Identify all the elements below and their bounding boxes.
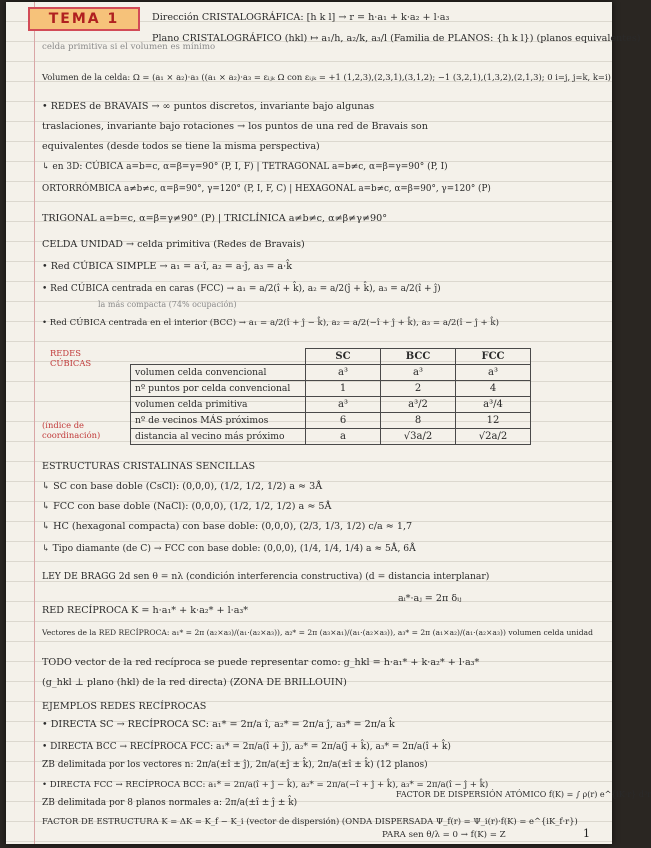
table-cell: a³ bbox=[306, 365, 381, 381]
note-line: ZB delimitada por 8 planos normales a: 2π/a(±î ± ĵ ± k̂) bbox=[42, 798, 298, 808]
row-label: volumen celda primitiva bbox=[131, 397, 306, 413]
note-line: • Red CÚBICA centrada en el interior (BCC) → a₁ = a/2(î + ĵ − k̂), a₂ = a/2(−î + ĵ + k̂), a₃ = a/2(î − ĵ + k̂) bbox=[42, 318, 499, 328]
table-row bbox=[131, 365, 531, 381]
table-row bbox=[131, 413, 531, 429]
note-line: ZB delimitada por los vectores n: 2π/a(±î ± ĵ), 2π/a(±ĵ ± k̂), 2π/a(±î ± k̂) (12 planos) bbox=[42, 760, 428, 770]
note-line: ESTRUCTURAS CRISTALINAS SENCILLAS bbox=[42, 461, 256, 472]
note-line: aᵢ*·aⱼ = 2π δᵢⱼ bbox=[398, 593, 462, 604]
note-line: la más compacta (74% ocupación) bbox=[98, 300, 237, 309]
note-line: • REDES de BRAVAIS → ∞ puntos discretos, invariante bajo algunas bbox=[42, 101, 375, 112]
note-line: ↳ en 3D: CÚBICA a=b=c, α=β=γ=90° (P, I, F) | TETRAGONAL a=b≠c, α=β=γ=90° (P, I) bbox=[42, 162, 448, 172]
table-row bbox=[131, 381, 531, 397]
note-line: Plano CRISTALOGRÁFICO (hkl) ↦ a₁/h, a₂/k, a₃/l (Familia de PLANOS: {h k l}) (planos equivalentes) bbox=[152, 33, 641, 44]
note-line: ORTORRÓMBICA a≠b≠c, α=β=90°, γ=120° (P, I, F, C) | HEXAGONAL a=b≠c, α=β=90°, γ=120° (P) bbox=[42, 184, 491, 194]
table-cell: a³/4 bbox=[456, 397, 531, 413]
note-line: (g_hkl ⊥ plano (hkl) de la red directa) (ZONA DE BRILLOUIN) bbox=[42, 677, 347, 688]
table-row bbox=[131, 397, 531, 413]
note-line: PARA sen θ/λ = 0 → f(K) = Z bbox=[382, 830, 506, 840]
table-cell: a³ bbox=[306, 397, 381, 413]
table-row bbox=[131, 429, 531, 445]
note-line: TODO vector de la red recíproca se puede representar como: g_hkl = h·a₁* + k·a₂* + l·a₃* bbox=[42, 657, 480, 668]
note-line: Dirección CRISTALOGRÁFICA: [h k l] → r = h·a₁ + k·a₂ + l·a₃ bbox=[152, 12, 450, 23]
note-line: LEY DE BRAGG 2d sen θ = nλ (condición interferencia constructiva) (d = distancia interplanar) bbox=[42, 571, 490, 582]
table-cell: a bbox=[306, 429, 381, 445]
note-line: RED RECÍPROCA K = h·a₁* + k·a₂* + l·a₃* bbox=[42, 605, 249, 616]
table-side-label: REDES CÚBICAS bbox=[50, 348, 92, 368]
notebook-page bbox=[6, 2, 651, 844]
table-cell: a³ bbox=[456, 365, 531, 381]
table-cell: 4 bbox=[456, 381, 531, 397]
note-line: celda primitiva si el volumen es mínimo bbox=[42, 42, 216, 52]
note-line: ↳ SC con base doble (CsCl): (0,0,0), (1/2, 1/2, 1/2) a ≈ 3Å bbox=[42, 481, 323, 492]
table-cell: 1 bbox=[306, 381, 381, 397]
table-header: BCC bbox=[381, 349, 456, 365]
table-cell: 2 bbox=[381, 381, 456, 397]
table-row bbox=[131, 349, 531, 365]
margin-line bbox=[34, 2, 35, 844]
table-cell: √3a/2 bbox=[381, 429, 456, 445]
table-cell: a³/2 bbox=[381, 397, 456, 413]
row-label: volumen celda convencional bbox=[131, 365, 306, 381]
table-header: FCC bbox=[456, 349, 531, 365]
table-cell: √2a/2 bbox=[456, 429, 531, 445]
note-line: FACTOR DE DISPERSIÓN ATÓMICO f(K) = ∫ ρ(r) e^{iK·r} d³r bbox=[396, 790, 651, 799]
table-cell: 8 bbox=[381, 413, 456, 429]
note-line: ↳ FCC con base doble (NaCl): (0,0,0), (1/2, 1/2, 1/2) a ≈ 5Å bbox=[42, 501, 332, 512]
table-cell: 6 bbox=[306, 413, 381, 429]
row-label: nº de vecinos MÁS próximos bbox=[131, 413, 306, 429]
page-number: 1 bbox=[583, 827, 590, 840]
table-header: SC bbox=[306, 349, 381, 365]
note-line: EJEMPLOS REDES RECÍPROCAS bbox=[42, 701, 207, 712]
cubic-lattice-table bbox=[130, 348, 531, 445]
note-line: ↳ Tipo diamante (de C) → FCC con base doble: (0,0,0), (1/4, 1/4, 1/4) a ≈ 5Å, 6Å bbox=[42, 543, 416, 554]
note-line: • DIRECTA BCC → RECÍPROCA FCC: a₁* = 2π/a(î + ĵ), a₂* = 2π/a(ĵ + k̂), a₃* = 2π/a(î + k̂) bbox=[42, 742, 451, 752]
table-cell: a³ bbox=[381, 365, 456, 381]
row-label: nº puntos por celda convencional bbox=[131, 381, 306, 397]
note-line: ↳ HC (hexagonal compacta) con base doble: (0,0,0), (2/3, 1/3, 1/2) c/a ≈ 1,7 bbox=[42, 521, 413, 532]
note-line: traslaciones, invariante bajo rotaciones → los puntos de una red de Bravais son bbox=[42, 121, 428, 132]
note-line: • Red CÚBICA centrada en caras (FCC) → a₁ = a/2(î + k̂), a₂ = a/2(ĵ + k̂), a₃ = a/2(î + ĵ) bbox=[42, 284, 441, 294]
note-line: FACTOR DE ESTRUCTURA K = ΔK = K_f − K_i (vector de dispersión) (ONDA DISPERSADA Ψ_f(r) = Ψ_i(r)·f(K) = e^{iK_f·r}) bbox=[42, 816, 578, 826]
row-label: distancia al vecino más próximo bbox=[131, 429, 306, 445]
note-line: Volumen de la celda: Ω = (a₁ × a₂)·a₃ ((a₁ × a₂)·a₃ = εᵢⱼₖ Ω con εᵢⱼₖ = +1 (1,2,3),(2,3,1),(3,1,2); −1 (3,2,1),(1,3,2),(2,1,3); 0 i=j, j=k, k=i) bbox=[42, 72, 611, 82]
page-title: TEMA 1 bbox=[28, 7, 140, 31]
note-line: CELDA UNIDAD → celda primitiva (Redes de Bravais) bbox=[42, 239, 305, 250]
table-cell: 12 bbox=[456, 413, 531, 429]
coordination-label: (índice de coordinación) bbox=[42, 420, 101, 440]
note-line: Vectores de la RED RECÍPROCA: a₁* = 2π (a₂×a₃)/(a₁·(a₂×a₃)), a₂* = 2π (a₃×a₁)/(a₁·(a₂×a₃)), a₃* = 2π (a₁×a₂)/(a₁·(a₂×a₃)) volumen celda unidad bbox=[42, 628, 593, 637]
note-line: • Red CÚBICA SIMPLE → a₁ = a·î, a₂ = a·ĵ, a₃ = a·k̂ bbox=[42, 261, 293, 272]
note-line: • DIRECTA SC → RECÍPROCA SC: a₁* = 2π/a î, a₂* = 2π/a ĵ, a₃* = 2π/a k̂ bbox=[42, 719, 395, 730]
note-line: • DIRECTA FCC → RECÍPROCA BCC: a₁* = 2π/a(î + ĵ − k̂), a₂* = 2π/a(−î + ĵ + k̂), a₃* = 2π/a(î − ĵ + k̂) bbox=[42, 780, 489, 790]
note-line: TRIGONAL a=b=c, α=β=γ≠90° (P) | TRICLÍNICA a≠b≠c, α≠β≠γ≠90° bbox=[42, 213, 388, 224]
note-line: equivalentes (desde todos se tiene la misma perspectiva) bbox=[42, 141, 320, 152]
